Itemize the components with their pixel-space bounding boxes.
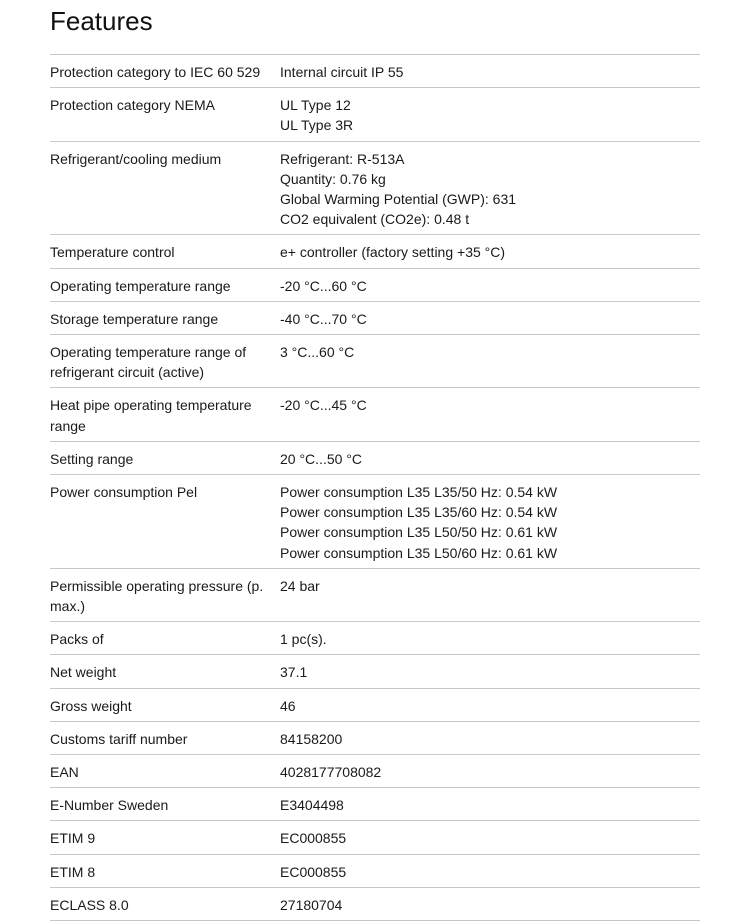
spec-label: Protection category to IEC 60 529 [50,64,261,80]
spec-values [280,242,700,262]
spec-label: Temperature control [50,244,175,261]
spec-value: 46 [280,697,296,714]
spec-label: Storage temperature range [50,310,219,327]
spec-value: e+ controller (factory setting +35 °C) [280,244,506,261]
spec-values [280,149,700,230]
spec-label: Gross weight [50,697,132,714]
spec-row [50,569,700,622]
spec-label: ETIM 9 [50,830,96,847]
spec-values [280,696,700,716]
spec-value: -20 °C...45 °C [280,397,367,414]
spec-value: Power consumption L35 L50/50 Hz: 0.61 kW [280,524,558,541]
spec-value: Quantity: 0.76 kg [280,170,386,187]
spec-values [280,276,700,296]
spec-values [280,576,700,616]
spec-value: 27180704 [280,896,343,913]
spec-row [50,335,700,388]
spec-value: CO2 equivalent (CO2e): 0.48 t [280,211,470,228]
spec-label: Heat pipe operating temperature range [50,397,252,434]
spec-label: EAN [50,764,79,781]
spec-row [50,855,700,888]
spec-value: 24 bar [280,577,320,594]
spec-label: Power consumption Pel [50,484,198,501]
spec-row [50,302,700,335]
spec-row [50,88,700,141]
spec-row [50,821,700,854]
spec-value: EC000855 [280,863,347,880]
spec-label: Refrigerant/cooling medium [50,150,222,167]
spec-label: Permissible operating pressure (p. max.) [50,577,264,615]
spec-label: Protection category NEMA [50,97,215,114]
spec-value: Internal circuit IP 55 [280,64,404,80]
spec-values [280,862,700,882]
spec-value: Refrigerant: R-513A [280,150,405,167]
spec-values [280,449,700,469]
spec-value: 37.1 [280,664,308,681]
spec-values [280,309,700,329]
spec-value: 3 °C...60 °C [280,344,355,361]
spec-table [50,54,700,921]
spec-row [50,235,700,268]
spec-row [50,142,700,236]
spec-values [280,62,700,82]
section-title: Features [50,6,153,36]
spec-row [50,788,700,821]
spec-values [280,482,700,563]
spec-row [50,888,700,921]
spec-row [50,55,700,88]
spec-row [50,475,700,569]
spec-value: 4028177708082 [280,764,382,781]
spec-value: -40 °C...70 °C [280,310,367,327]
spec-value: Power consumption L35 L35/50 Hz: 0.54 kW [280,484,558,501]
spec-values [280,828,700,848]
spec-label: ECLASS 8.0 [50,896,129,913]
spec-values [280,729,700,749]
spec-row [50,388,700,441]
spec-values [280,795,700,815]
spec-values [280,895,700,915]
spec-value: UL Type 3R [280,117,354,134]
spec-row [50,622,700,655]
spec-label: E-Number Sweden [50,797,169,814]
spec-label: Setting range [50,450,134,467]
spec-value: Power consumption L35 L35/60 Hz: 0.54 kW [280,504,558,521]
spec-value: Global Warming Potential (GWP): 631 [280,191,517,208]
spec-value: -20 °C...60 °C [280,277,367,294]
spec-label: Operating temperature range [50,277,231,294]
spec-row [50,269,700,302]
spec-value: 84158200 [280,730,343,747]
spec-value: 20 °C...50 °C [280,450,363,467]
spec-label: Net weight [50,664,117,681]
spec-value: Power consumption L35 L50/60 Hz: 0.61 kW [280,544,558,561]
spec-label: Packs of [50,631,104,648]
spec-row [50,655,700,688]
spec-values [280,342,700,382]
spec-values [280,762,700,782]
spec-row [50,755,700,788]
spec-row [50,722,700,755]
spec-label: ETIM 8 [50,863,96,880]
spec-value: EC000855 [280,830,347,847]
spec-value: UL Type 12 [280,97,351,114]
spec-row [50,442,700,475]
spec-label: Operating temperature range of refrigerant circuit (active) [50,344,247,381]
spec-values [280,662,700,682]
spec-value: E3404498 [280,797,344,814]
spec-values [280,629,700,649]
spec-row [50,689,700,722]
spec-label: Customs tariff number [50,730,188,747]
spec-values [280,395,700,435]
spec-values [280,95,700,135]
spec-value: 1 pc(s). [280,631,327,648]
